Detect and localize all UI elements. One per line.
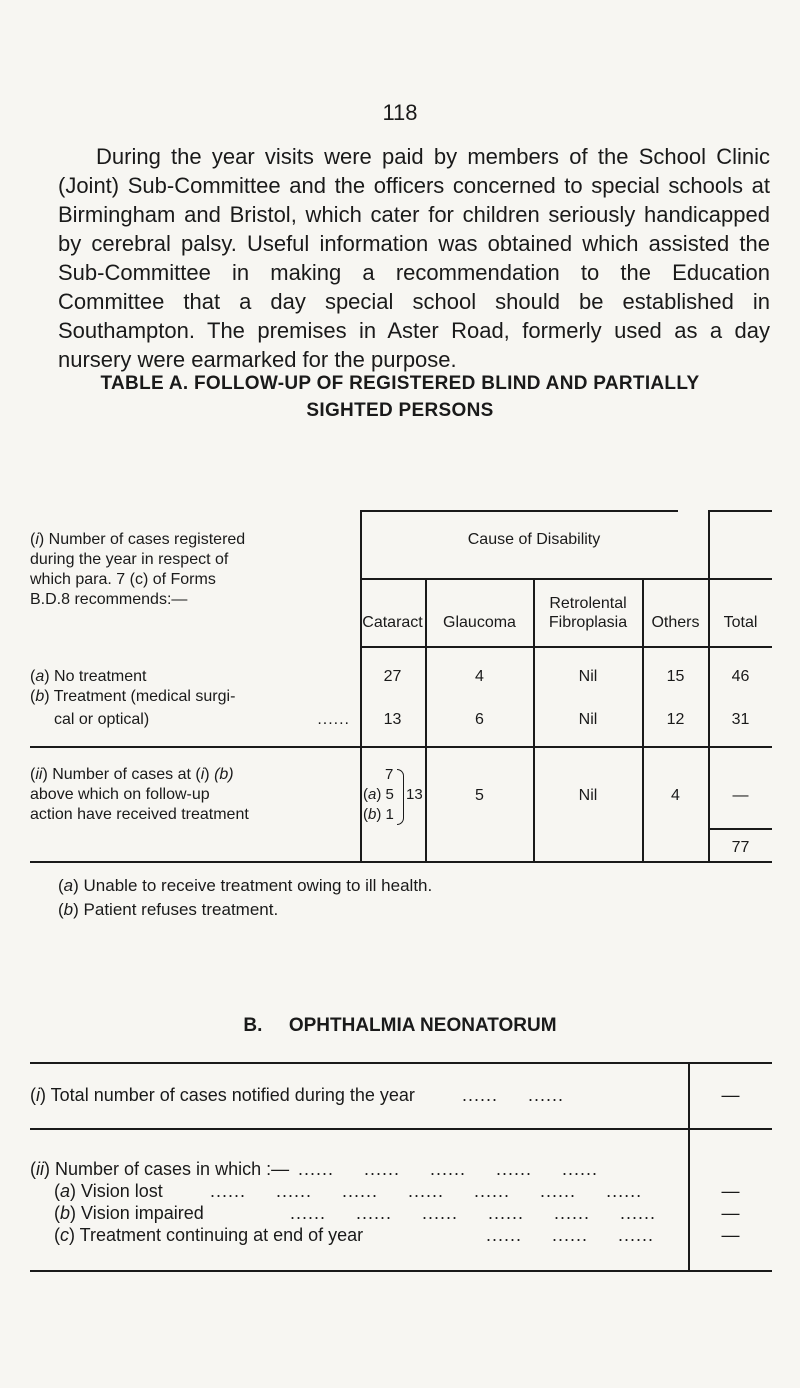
b-row-i-label: Total number of cases notified during the year <box>50 1085 415 1105</box>
b-row-i-marker: i <box>36 1085 40 1105</box>
row-a-retrolental: Nil <box>578 668 598 685</box>
intro-paragraph: During the year visits were paid by members of the School Clinic (Joint) Sub-Committee and the officers concerned to special schools at Birmingham and Bristol, which cater for children seriously handicapped by cerebral palsy. Useful information was obtained which assisted the Sub-Committee in making a recommendation to the Education Committee that a day special school should be established in Southampton. The premises in Aster Road, formerly used as a day nursery were earmarked for the purpose. <box>58 144 770 372</box>
b-rule-mid <box>30 1128 772 1130</box>
row-ii-ref-b: (b) <box>214 766 234 783</box>
row-b-others: 12 <box>666 711 685 728</box>
b-item-a-value: — <box>721 1181 740 1201</box>
vrule-5 <box>708 510 710 862</box>
row-b-total: 31 <box>731 711 750 728</box>
b-row-i-value: — <box>721 1085 740 1105</box>
row-b-dots: ...... <box>317 711 350 728</box>
row-ii-cataract-b: (b) 1 <box>363 806 394 823</box>
row-ii-cataract-breakdown <box>363 765 425 827</box>
row-i-header: (i) Number of cases registered during the year in respect of which para. 7 (c) of Forms B.D.8 recommends:— <box>30 530 350 610</box>
rule-under-headers <box>360 646 772 648</box>
rule-mid <box>30 746 772 748</box>
row-ii-glaucoma: 5 <box>475 787 484 804</box>
b-item-c-value: — <box>721 1225 740 1245</box>
row-ii-others: 4 <box>671 787 680 804</box>
row-ii-retrolental: Nil <box>578 787 598 804</box>
row-i-marker: i <box>35 531 39 548</box>
b-item-a-dots: ...... ...... ...... ...... ...... ...... ...... <box>210 1181 643 1201</box>
col-total: Total <box>723 614 758 631</box>
row-ii-label-line1: Number of cases at <box>52 766 191 783</box>
note-b: (b) Patient refuses treatment. <box>58 900 279 919</box>
row-b-label-line2: cal or optical) <box>54 711 150 728</box>
row-ii-total: — <box>732 787 749 804</box>
row-ii-brace <box>397 769 404 825</box>
row-ii-ref-i: i <box>200 766 205 783</box>
page-number: 118 <box>382 100 418 125</box>
b-item-c-dots: ...... ...... ...... <box>486 1225 655 1245</box>
vrule-1 <box>360 510 362 862</box>
row-i-header-line3: which para. 7 (c) of Forms <box>30 571 216 588</box>
rule-bottom <box>30 861 772 863</box>
row-ii-cataract-a: (a) 5 <box>363 786 394 803</box>
b-item-b-dots: ...... ...... ...... ...... ...... ...... <box>290 1203 657 1223</box>
b-row-i: (i) Total number of cases notified during the year ...... ...... <box>30 1085 564 1105</box>
row-a-marker: a <box>35 668 45 685</box>
row-i-header-line1: Number of cases registered <box>48 531 246 548</box>
row-b-glaucoma: 6 <box>475 711 484 728</box>
row-ii-label: (ii) Number of cases at (i) (b) above which on follow-up action have received treatment <box>30 765 350 825</box>
row-b-label-line2-wrap <box>54 710 350 729</box>
b-row-i-dots: ...... ...... <box>461 1085 564 1105</box>
row-b-retrolental: Nil <box>578 711 598 728</box>
row-ii-cataract-top: 7 <box>385 766 394 783</box>
b-item-a-label: Vision lost <box>81 1181 163 1201</box>
row-b-cataract: 13 <box>383 711 402 728</box>
b-item-b-label: Vision impaired <box>81 1203 204 1223</box>
table-a-title-line1: TABLE A. FOLLOW-UP OF REGISTERED BLIND AND PARTIALLY <box>100 373 700 394</box>
col-others: Others <box>651 614 700 631</box>
row-ii-marker: ii <box>35 766 43 783</box>
note-b-marker: b <box>63 900 74 919</box>
rule-under-group <box>360 578 772 580</box>
b-item-a: (a) Vision lost ...... ...... ...... ...... ...... ...... ...... <box>54 1181 643 1201</box>
rule-total-top <box>708 828 772 830</box>
row-i-header-line4: B.D.8 recommends:— <box>30 591 188 608</box>
b-row-ii: (ii) Number of cases in which :— ...... ...... ...... ...... ...... <box>30 1159 599 1179</box>
b-rule-top <box>30 1062 772 1064</box>
b-row-ii-dots: ...... ...... ...... ...... ...... <box>298 1159 599 1179</box>
col-fibroplasia: Fibroplasia <box>548 614 628 631</box>
cause-of-disability-header: Cause of Disability <box>467 531 601 548</box>
note-b-text: Patient refuses treatment. <box>83 900 279 919</box>
row-b-label-line1: Treatment (medical surgi- <box>53 688 236 705</box>
b-item-b: (b) Vision impaired ...... ...... ...... ...... ...... ...... <box>54 1203 657 1223</box>
table-a-title-line2: SIGHTED PERSONS <box>306 400 494 421</box>
note-a-text: Unable to receive treatment owing to ill health. <box>83 876 433 895</box>
b-row-ii-label: Number of cases in which :— <box>55 1159 290 1179</box>
row-b-marker: b <box>35 688 45 705</box>
row-b-label: (b) Treatment (medical surgi- <box>30 688 236 705</box>
grand-total: 77 <box>731 839 750 856</box>
table-b-title: B. OPHTHALMIA NEONATORUM <box>243 1015 557 1036</box>
row-a-glaucoma: 4 <box>475 668 484 685</box>
rule-top-cause <box>360 510 678 512</box>
col-cataract: Cataract <box>362 614 423 631</box>
row-a-label-text: No treatment <box>54 668 147 685</box>
row-ii-label-line2: above which on follow-up <box>30 786 210 803</box>
table-a-title <box>30 370 770 424</box>
row-ii-label-line3: action have received treatment <box>30 806 249 823</box>
table-b <box>30 1062 772 1272</box>
table-a <box>30 510 772 862</box>
rule-top-total <box>708 510 772 512</box>
b-item-c: (c) Treatment continuing at end of year ...... ...... ...... <box>54 1225 655 1245</box>
row-ii-cataract-sum: 13 <box>406 786 423 803</box>
note-a: (a) Unable to receive treatment owing to ill health. <box>58 876 433 895</box>
b-rule-bottom <box>30 1270 772 1272</box>
row-a-others: 15 <box>666 668 685 685</box>
row-a-total: 46 <box>731 668 750 685</box>
note-a-marker: a <box>63 876 74 895</box>
b-item-c-label: Treatment continuing at end of year <box>79 1225 364 1245</box>
b-item-b-value: — <box>721 1203 740 1223</box>
b-row-ii-marker: ii <box>36 1159 44 1179</box>
row-a-cataract: 27 <box>383 668 402 685</box>
col-glaucoma: Glaucoma <box>443 614 516 631</box>
row-i-header-line2: during the year in respect of <box>30 551 229 568</box>
row-a-label: (a) No treatment <box>30 668 147 685</box>
col-retrolental: Retrolental <box>549 595 627 612</box>
